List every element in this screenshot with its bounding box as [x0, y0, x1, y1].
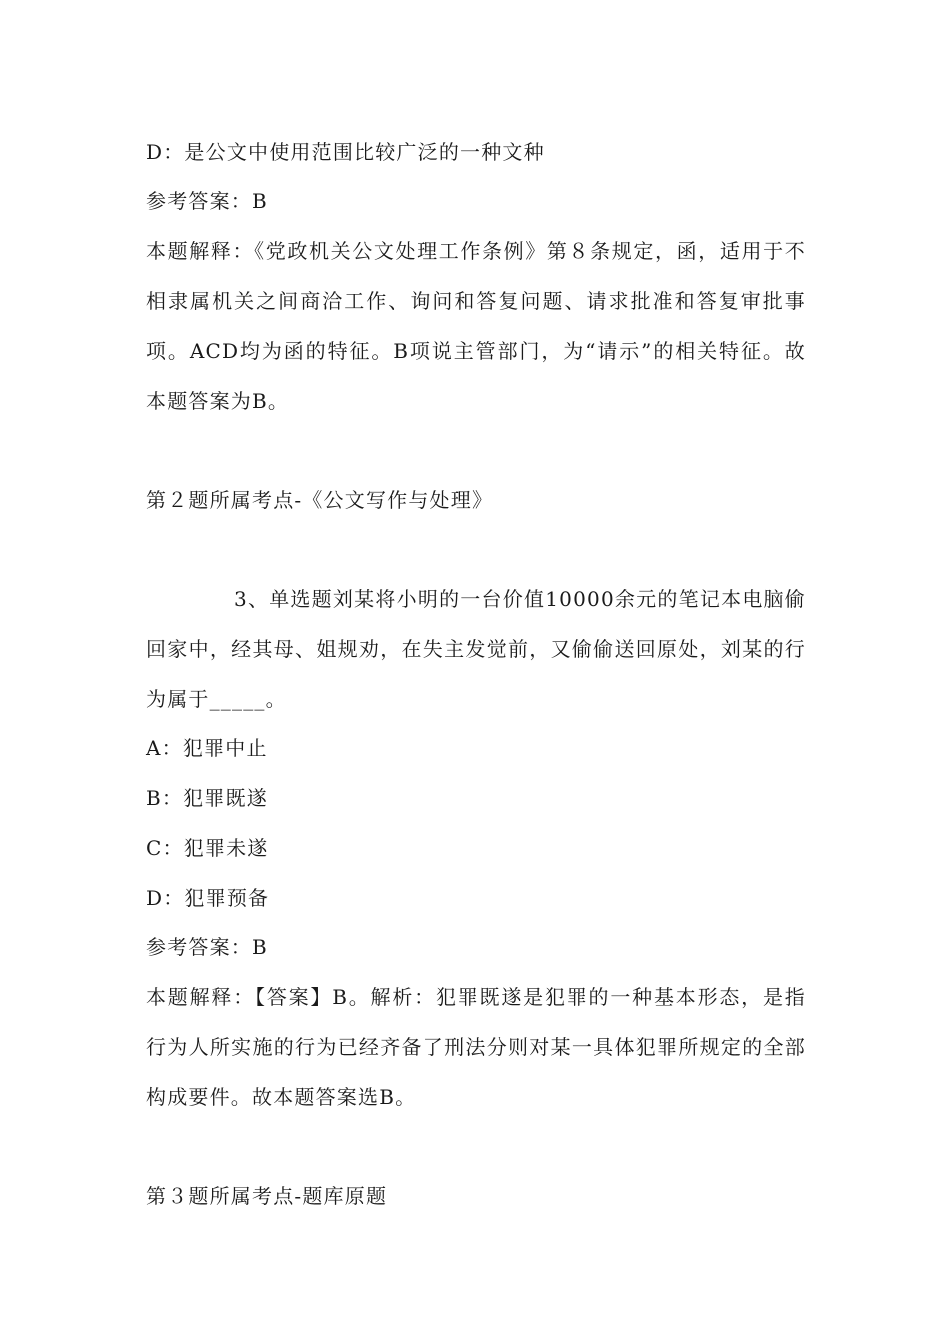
q3-answer: 参考答案：B	[146, 935, 268, 959]
q2-explanation: 本题解释：《党政机关公文处理工作条例》第８条规定，函，适用于不相隶属机关之间商洽工作、询问和答复问题、请求批准和答复审批事项。ACD均为函的特征。B项说主管部门，为“请示”的相关特征。故本题答案为B。	[146, 239, 806, 413]
q2-topic: 第２题所属考点-《公文写作与处理》	[146, 488, 494, 512]
q3-explanation: 本题解释：【答案】B。解析：犯罪既遂是犯罪的一种基本形态，是指行为人所实施的行为已经齐备了刑法分则对某一具体犯罪所规定的全部构成要件。故本题答案选B。	[146, 985, 806, 1109]
q3-topic: 第３题所属考点-题库原题	[146, 1184, 388, 1208]
q2-option-d: D：是公文中使用范围比较广泛的一种文种	[146, 140, 545, 164]
q3-option-c: C：犯罪未遂	[146, 836, 269, 860]
q3-option-d: D：犯罪预备	[146, 886, 270, 910]
q3-option-a: A：犯罪中止	[146, 736, 268, 760]
q3-option-b: B：犯罪既遂	[146, 786, 268, 810]
q2-answer: 参考答案：B	[146, 189, 268, 213]
q3-stem: 3、单选题刘某将小明的一台价值10000余元的笔记本电脑偷回家中，经其母、姐规劝，在失主发觉前，又偷偷送回原处，刘某的行为属于_____。	[146, 587, 806, 711]
